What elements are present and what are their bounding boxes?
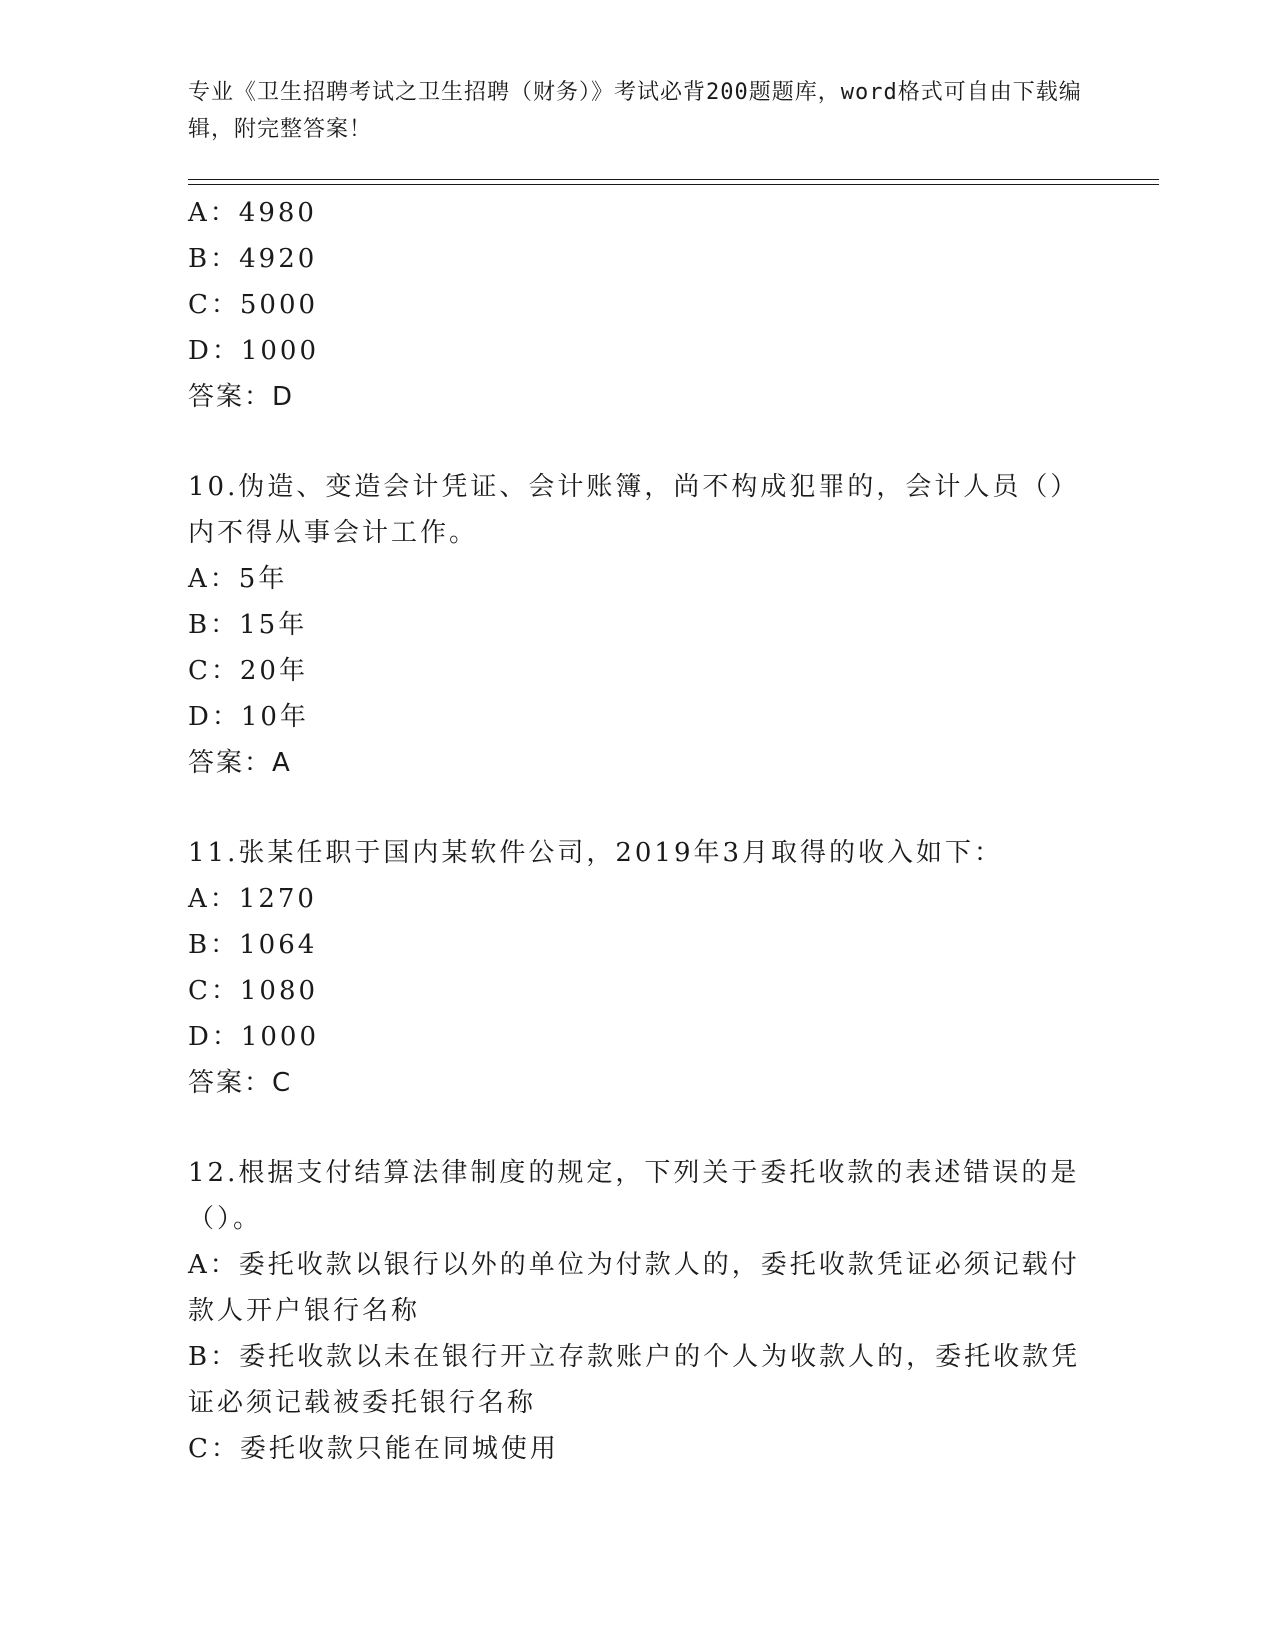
option-b-line: B：委托收款以未在银行开立存款账户的个人为收款人的，委托收款凭 [188, 1342, 1081, 1372]
option-a-line: A：委托收款以银行以外的单位为付款人的，委托收款凭证必须记载付 [188, 1250, 1080, 1280]
question-stem-line: 内不得从事会计工作。 [188, 518, 479, 548]
question-12 [188, 1150, 1081, 1472]
answer: 答案：A [188, 748, 292, 778]
option-d: D：1000 [188, 336, 320, 366]
option-a-line: 款人开户银行名称 [188, 1296, 421, 1326]
option-d: D：10年 [188, 702, 309, 732]
question-stem-line: 11.张某任职于国内某软件公司，2019年3月取得的收入如下： [188, 838, 1004, 868]
question-11 [188, 830, 1078, 1106]
option-b: B：15年 [188, 610, 308, 640]
question-stem-line: 12.根据支付结算法律制度的规定，下列关于委托收款的表述错误的是 [188, 1158, 1080, 1188]
option-d: D：1000 [188, 1022, 320, 1052]
question-stem-line: 10.伪造、变造会计凭证、会计账簿，尚不构成犯罪的，会计人员（） [188, 472, 1080, 502]
header-rule-bottom [188, 184, 1159, 185]
option-a: A：5年 [188, 564, 288, 594]
option-c: C：1080 [188, 976, 319, 1006]
question-9 [188, 190, 1078, 420]
header-rule-top [188, 179, 1159, 180]
answer: 答案：C [188, 1068, 293, 1098]
option-b: B：1064 [188, 930, 318, 960]
question-stem-line: （）。 [188, 1204, 263, 1234]
option-b-line: 证必须记载被委托银行名称 [188, 1388, 537, 1418]
option-a: A：1270 [188, 884, 317, 914]
document-header: 专业《卫生招聘考试之卫生招聘（财务）》考试必背200题题库，word格式可自由下载编辑，附完整答案！ [188, 80, 1082, 142]
document-body [188, 190, 1081, 1472]
answer: 答案：D [188, 382, 295, 412]
option-b: B：4920 [188, 244, 318, 274]
option-a: A：4980 [188, 198, 317, 228]
option-c: C：20年 [188, 656, 308, 686]
option-c: C：5000 [188, 290, 319, 320]
question-10 [188, 464, 1078, 786]
option-c: C：委托收款只能在同城使用 [188, 1434, 559, 1464]
